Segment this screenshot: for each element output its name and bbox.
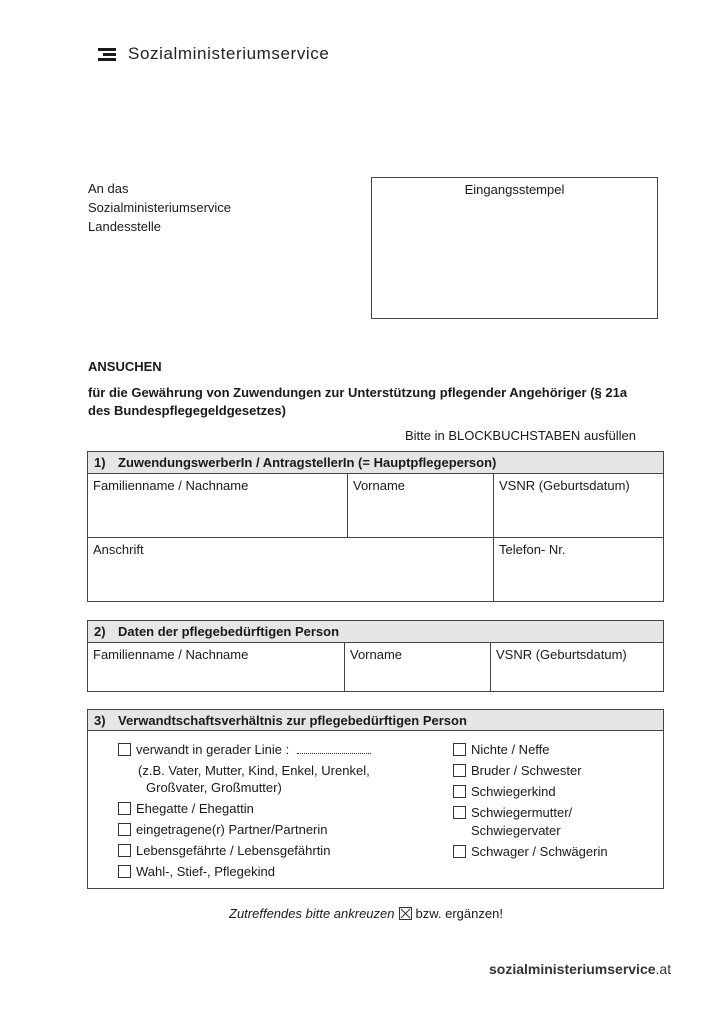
receipt-stamp-box xyxy=(371,177,658,319)
checkbox[interactable] xyxy=(118,802,131,815)
option-direct-line: verwandt in gerader Linie : xyxy=(118,741,418,759)
address-line: Landesstelle xyxy=(88,219,161,234)
vsnr-field-1[interactable]: VSNR (Geburtsdatum) xyxy=(494,474,664,538)
instruction-note: Zutreffendes bitte ankreuzen bzw. ergänzen! xyxy=(229,906,503,921)
option-niece-nephew: Nichte / Neffe xyxy=(453,741,653,759)
document-subtitle: für die Gewährung von Zuwendungen zur Unterstützung pflegender Angehöriger (§ 21a des Bundespflegegeldgesetzes) xyxy=(88,385,628,418)
relationship-options-left xyxy=(118,741,418,884)
section-1-header: 1) ZuwendungswerberIn / AntragstellerIn (= Hauptpflegeperson) xyxy=(88,452,664,474)
checkbox[interactable] xyxy=(118,865,131,878)
section-1-table xyxy=(87,451,664,602)
phone-field-1[interactable]: Telefon- Nr. xyxy=(494,538,664,602)
address-line: Sozialministeriumservice xyxy=(88,200,232,215)
address-field-1[interactable]: Anschrift xyxy=(88,538,494,602)
section-2-table xyxy=(87,620,664,692)
logo-text: Sozialministeriumservice xyxy=(128,44,330,63)
document-title: ANSUCHEN xyxy=(88,359,162,374)
checkbox[interactable] xyxy=(118,743,131,756)
checkbox[interactable] xyxy=(453,845,466,858)
section-3-header: 3) Verwandtschaftsverhältnis zur pflegebedürftigen Person xyxy=(88,710,663,731)
checkbox[interactable] xyxy=(118,844,131,857)
section-2-header: 2) Daten der pflegebedürftigen Person xyxy=(88,621,664,643)
option-registered-partner: eingetragene(r) Partner/Partnerin xyxy=(118,821,418,839)
section-3-box xyxy=(87,709,664,889)
firstname-field-2[interactable]: Vorname xyxy=(345,643,491,692)
section-3-title: Verwandtschaftsverhältnis zur pflegebedürftigen Person xyxy=(118,713,467,728)
option-child-in-law: Schwiegerkind xyxy=(453,783,653,801)
stamp-label: Eingangsstempel xyxy=(464,182,565,197)
checkbox[interactable] xyxy=(453,806,466,819)
checkbox[interactable] xyxy=(453,785,466,798)
vsnr-field-2[interactable]: VSNR (Geburtsdatum) xyxy=(491,643,664,692)
option-spouse: Ehegatte / Ehegattin xyxy=(118,800,418,818)
option-life-partner: Lebensgefährte / Lebensgefährtin xyxy=(118,842,418,860)
checkbox[interactable] xyxy=(118,823,131,836)
option-parent-in-law: Schwiegermutter/ Schwiegervater xyxy=(453,804,653,840)
option-sibling-in-law: Schwager / Schwägerin xyxy=(453,843,653,861)
section-1-title: ZuwendungswerberIn / AntragstellerIn (= Hauptpflegeperson) xyxy=(118,455,497,470)
option-adopted-child: Wahl-, Stief-, Pflegekind xyxy=(118,863,418,881)
relationship-options-right xyxy=(453,741,653,864)
checkbox[interactable] xyxy=(453,743,466,756)
firstname-field-1[interactable]: Vorname xyxy=(348,474,494,538)
option-sibling: Bruder / Schwester xyxy=(453,762,653,780)
lastname-field-1[interactable]: Familienname / Nachname xyxy=(88,474,348,538)
website-url: sozialministeriumservice.at xyxy=(489,961,672,977)
three-bars-logo-icon xyxy=(98,47,116,61)
fill-in-line[interactable] xyxy=(297,741,371,754)
address-line: An das xyxy=(88,181,129,196)
lastname-field-2[interactable]: Familienname / Nachname xyxy=(88,643,345,692)
checkbox[interactable] xyxy=(453,764,466,777)
recipient-address xyxy=(88,179,231,236)
checked-box-icon xyxy=(399,907,412,920)
option-note: (z.B. Vater, Mutter, Kind, Enkel, Urenkel, Großvater, Großmutter) xyxy=(138,763,370,795)
logo xyxy=(98,44,329,64)
section-2-title: Daten der pflegebedürftigen Person xyxy=(118,624,340,639)
block-letters-hint: Bitte in BLOCKBUCHSTABEN ausfüllen xyxy=(405,428,636,443)
